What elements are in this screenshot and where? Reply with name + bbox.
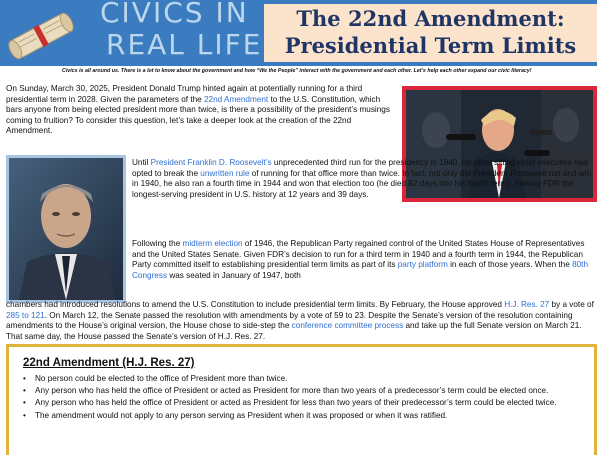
brand-line-1: CIVICS IN — [100, 0, 249, 29]
text-run: was seated in January of 1947, both — [167, 270, 301, 280]
amendment-summary-box — [6, 344, 597, 455]
intro-paragraph — [6, 84, 398, 137]
fdr-paragraph — [132, 158, 597, 200]
resolution-paragraph — [6, 300, 597, 342]
text-run: On Sunday, March 30, 2025, President Donald Trump hinted again at potentially running for a third presidential term in 2028. Given the parameters of the — [6, 84, 363, 104]
fdr-portrait-image — [9, 158, 123, 300]
tagline: Civics is all around us. There is a lot to know about the government and how “We the People” interact with the government and each other. Let’s help each other expand our civic literacy! — [62, 68, 532, 74]
link-80th-congress[interactable]: 80th Congress — [132, 260, 588, 280]
link-22nd-amendment[interactable]: 22nd Amendment — [203, 94, 269, 104]
header-banner — [0, 0, 597, 66]
page-title-box — [264, 4, 597, 62]
text-run: by a vote of — [549, 300, 594, 309]
list-item — [23, 386, 593, 397]
midterm-paragraph — [132, 239, 597, 281]
link-party-platform[interactable]: party platform — [397, 260, 448, 270]
link-midterm-election[interactable]: midterm election — [182, 239, 243, 248]
text-run: and take up the full Senate version on March 21. That same day, the House passed the Senate’s version of H.J. Res. 27. — [6, 321, 582, 341]
bullet-icon: • — [23, 410, 26, 420]
list-item — [23, 374, 593, 385]
text-run: in each of those years. When the — [447, 260, 573, 270]
bullet-icon: • — [23, 374, 26, 383]
amendment-title: 22nd Amendment (H.J. Res. 27) — [23, 357, 195, 369]
page-title-line-1: The 22nd Amendment: — [296, 6, 565, 31]
list-item-text: Any person who has held the office of President or acted as President for more than two years of a predecessor’s term could be elected once. — [35, 386, 549, 396]
scroll-logo-icon — [2, 6, 80, 66]
text-run: of running for that office more than twice. In fact, not only did President Roosevelt run and win in 1940, he also ran a fourth time in 1944 and won that election too (he died 82 days into his fourth term), making FDR the longest-serving president in U.S. history at 12 years and 39 days. — [132, 168, 592, 199]
bullet-icon: • — [23, 398, 26, 408]
text-run: unprecedented third run for the presidency in 1940, no other sitting chief executive had opted to break the — [132, 158, 588, 178]
brand-title — [100, 0, 270, 66]
link-vote-285-121[interactable]: 285 to 121 — [6, 310, 45, 320]
list-item-text: No person could be elected to the office of President more than twice. — [35, 374, 288, 383]
brand-line-2: REAL LIFE — [106, 28, 263, 61]
text-run: of 1946, the Republican Party regained control of the United States House of Representatives and the United States Senate. Given FDR’s decision to run for a third term in 1940 and a fourth term in 1944, the Republican Party committed itself to establishing presidential term limits as part of its — [132, 239, 585, 270]
text-run: . On March 12, the Senate passed the resolution with amendments by a vote of 59 to 23. Despite the Senate’s version of the resolution containing amendments to the House’s original version, the House chose to side-step the — [6, 310, 573, 331]
list-item-text: The amendment would not apply to any person serving as President when it was proposed or when it was ratified. — [35, 410, 448, 420]
text-run: Following the — [132, 239, 183, 248]
list-item-text: Any person who has held the office of President or acted as President for less than two years of their predecessor’s term could be elected twice. — [35, 398, 557, 408]
link-conference-committee[interactable]: conference committee process — [291, 321, 404, 331]
link-hj-res-27[interactable]: H.J. Res. 27 — [504, 300, 550, 309]
link-unwritten-rule[interactable]: unwritten rule — [200, 168, 250, 178]
text-run: chambers had introduced resolutions to amend the U.S. Constitution to include presidential term limits. By February, the House approved — [6, 300, 505, 309]
list-item — [23, 398, 593, 409]
fdr-portrait — [6, 155, 126, 303]
amendment-provisions-list — [23, 374, 593, 423]
list-item — [23, 411, 593, 422]
page-title-line-2: Presidential Term Limits — [284, 33, 577, 58]
link-fdr[interactable]: President Franklin D. Roosevelt’s — [150, 158, 272, 167]
text-run: to the U.S. Constitution, which bars anyone from being elected president more than twice, is there a possibility of the president’s musings coming to fruition? To consider this question, let’s take a deeper look at the creation of the 22nd Amendment. — [6, 94, 390, 136]
text-run: Until — [132, 158, 151, 167]
bullet-icon: • — [23, 386, 26, 396]
